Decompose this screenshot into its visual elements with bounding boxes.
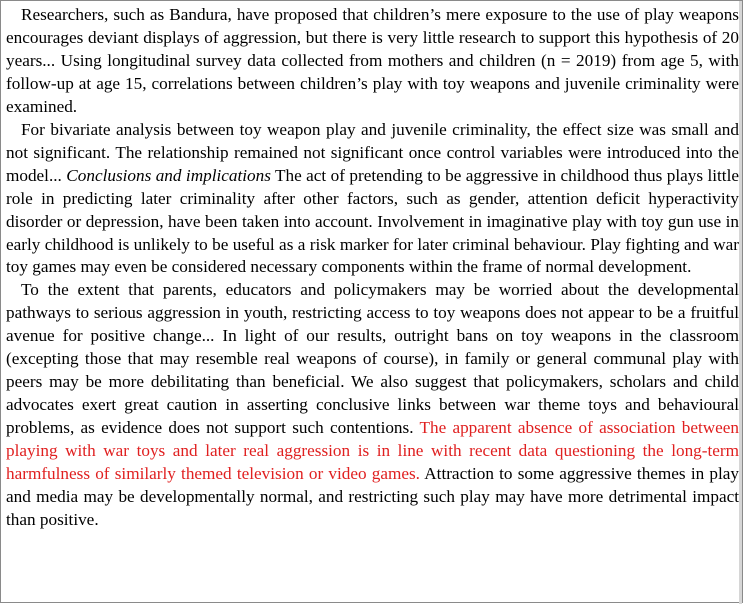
highlighted-sentence: The apparent absence of association between playing with war toys and later real aggression is in line with recent data questioning the long-term harmfulness of similarly themed television or video games. — [6, 418, 739, 484]
paragraph-3-text-b: Attraction to some aggressive themes in play and media may be developmentally normal, and restricting such play may have more detrimental impact than positive. — [6, 464, 739, 529]
document-body — [6, 4, 739, 532]
paragraph-2-text-b: The act of pretending to be aggressive in childhood thus plays little role in predicting later criminality after other factors, such as gender, attention deficit hyperactivity disorder or depression, have been taken into account. Involvement in imaginative play with toy gun use in early childhood is unlikely to be useful as a risk marker for later criminal behaviour. Play fighting and war toy games may even be considered necessary components within the frame of normal development. — [6, 165, 739, 277]
paragraph-2-text-a: For bivariate analysis between toy weapon play and juvenile criminality, the effect size was small and not significant. The relationship remained not significant once control variables were introduced into the model... — [6, 119, 739, 185]
section-heading-conclusions: Conclusions and implications — [66, 165, 271, 185]
paragraph-3-text-a: To the extent that parents, educators and policymakers may be worried about the developmental pathways to serious aggression in youth, restricting access to toy weapons does not appear to be a fruitful avenue for positive change... In light of our results, outright bans on toy weapons in the classroom (excepting those that may resemble real weapons of course), in family or general communal play with peers may be more debilitating than beneficial. We also suggest that policymakers, scholars and child advocates exert great caution in asserting conclusive links between war theme toys and behavioural problems, as evidence does not support such contentions. — [6, 280, 739, 438]
paragraph-3 — [6, 279, 739, 531]
vertical-scrollbar[interactable] — [739, 1, 742, 604]
paragraph-1 — [6, 4, 739, 119]
paragraph-2 — [6, 119, 739, 280]
paragraph-1-text: Researchers, such as Bandura, have proposed that children’s mere exposure to the use of play weapons encourages deviant displays of aggression, but there is very little research to support this hypothesis of 20 years... Using longitudinal survey data collected from mothers and children (n = 2019) from age 5, with follow-up at age 15, correlations between children’s play with toy weapons and juvenile criminality were examined. — [6, 5, 739, 116]
